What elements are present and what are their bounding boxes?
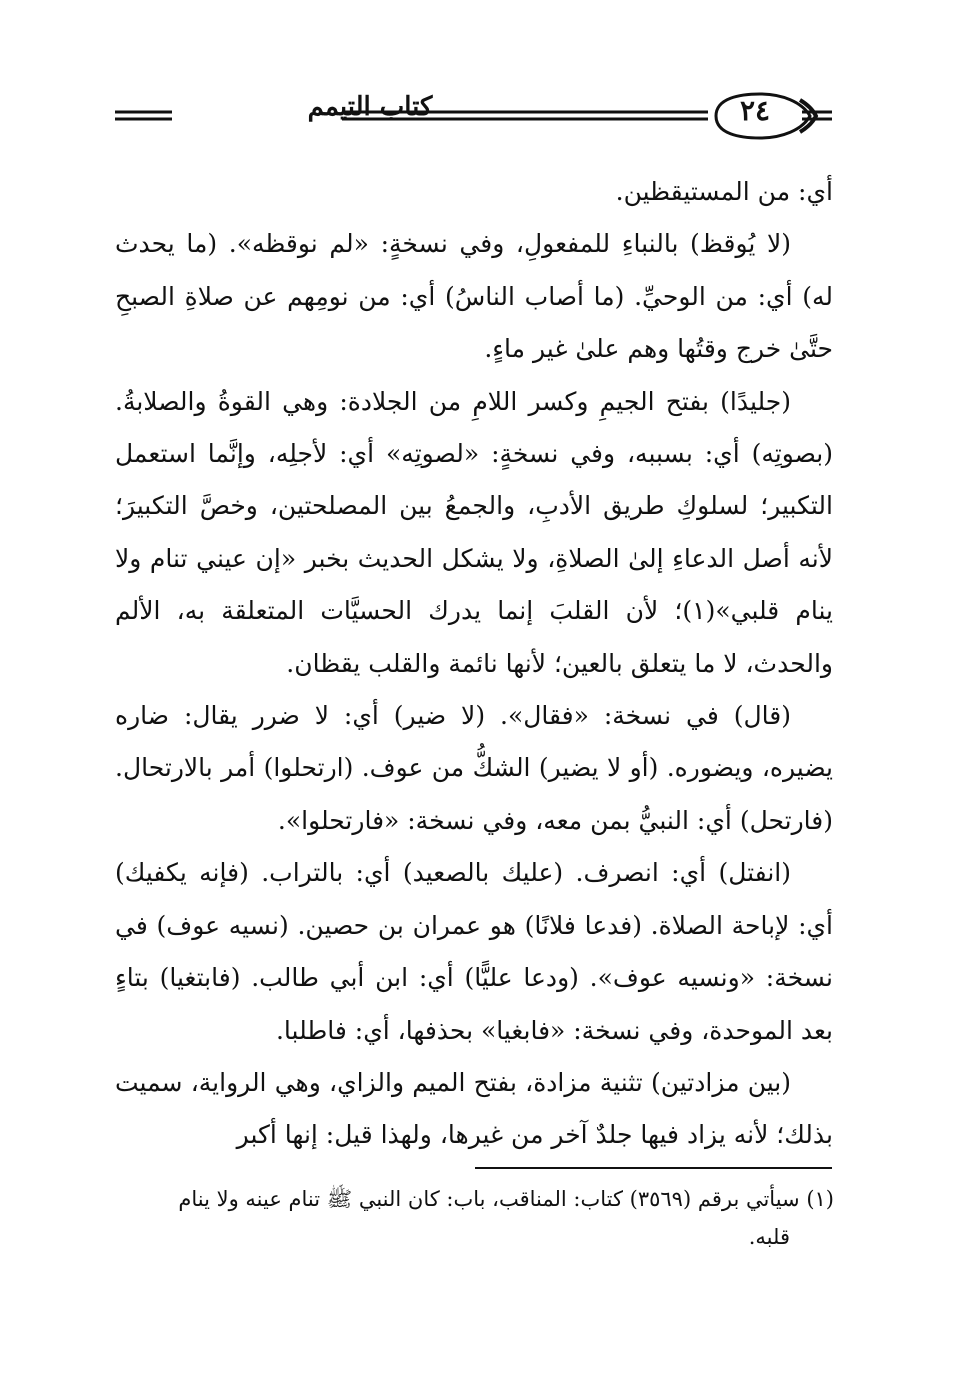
book-title: كتاب التيمم (307, 92, 433, 122)
footnote-divider (475, 1167, 832, 1169)
footnote-line: قلبه. (748, 1225, 790, 1249)
paragraph: (انفتل) أي: انصرف. (عليك بالصعيد) أي: بالتراب. (فإنه يكفيك) أي: لإباحة الصلاة. (فدعا فلانًا) هو عمران بن حصين. (نسيه عوف) في نسخة: «ونسيه عوف». (ودعا عليًّا) أي: ابن أبي طالب. (فابتغيا) بتاءٍ بعد الموحدة، وفي نسخة: «فابغيا» بحذفها، أي: فاطلبا. (115, 858, 833, 1045)
page-header (110, 90, 835, 150)
footnote-line: (١) سيأتي برقم (٣٥٦٩) كتاب: المناقب، باب: كان النبي ﷺ تنام عينه ولا ينام (178, 1187, 834, 1211)
footnote (112, 1180, 834, 1256)
paragraph: (لا يُوقظ) بالنباءِ للمفعولِ، وفي نسخةٍ: «لم نوقظه». (ما يحدث له) أي: من الوحيِّ. (ما أصاب الناسُ) أي: من نومِهم عن صلاةِ الصبحِ حتَّىٰ خرج وقتُها وهم علىٰ غير ماءٍ. (115, 229, 833, 364)
main-text (115, 166, 833, 1162)
page-number: ٢٤ (739, 94, 771, 127)
paragraph: (قال) في نسخة: «فقال». (لا ضير) أي: لا ضرر يقال: ضاره يضيره، ويضوره. (أو لا يضير) الشكُّ من عوف. (ارتحلوا) أمر بالارتحال. (فارتحل) أي: النبيُّ بمن معه، وفي نسخة: «فارتحلوا». (115, 701, 833, 835)
paragraph: (بين مزادتين) تثنية مزادة، بفتح الميم والزاي، وهي الرواية، سميت بذلك؛ لأنه يزاد فيها جلدٌ آخر من غيرها، ولهذا قيل: إنها أكبر (115, 1067, 833, 1150)
paragraph: (جليدًا) بفتح الجيمِ وكسر اللامِ من الجلادة: وهي القوةُ والصلابةُ. (بصوتِه) أي: بسببه، وفي نسخةٍ: «لصوتِه» أي: لأجلِه، وإنَّما استعمل التكبير؛ لسلوكِ طريق الأدبِ، والجمعُ بين المصلحتين، وخصَّ التكبيرَ؛ لأنه أصل الدعاءِ إلىٰ الصلاةِ، ولا يشكل الحديث بخبر «إن عيني تنام ولا ينام قلبي»(١)؛ لأن القلبَ إنما يدرك الحسيَّات المتعلقة به، الألم والحدث، لا ما يتعلق بالعين؛ لأنها نائمة والقلب يقظان. (115, 386, 834, 678)
paragraph: أي: من المستيقظين. (615, 177, 833, 206)
